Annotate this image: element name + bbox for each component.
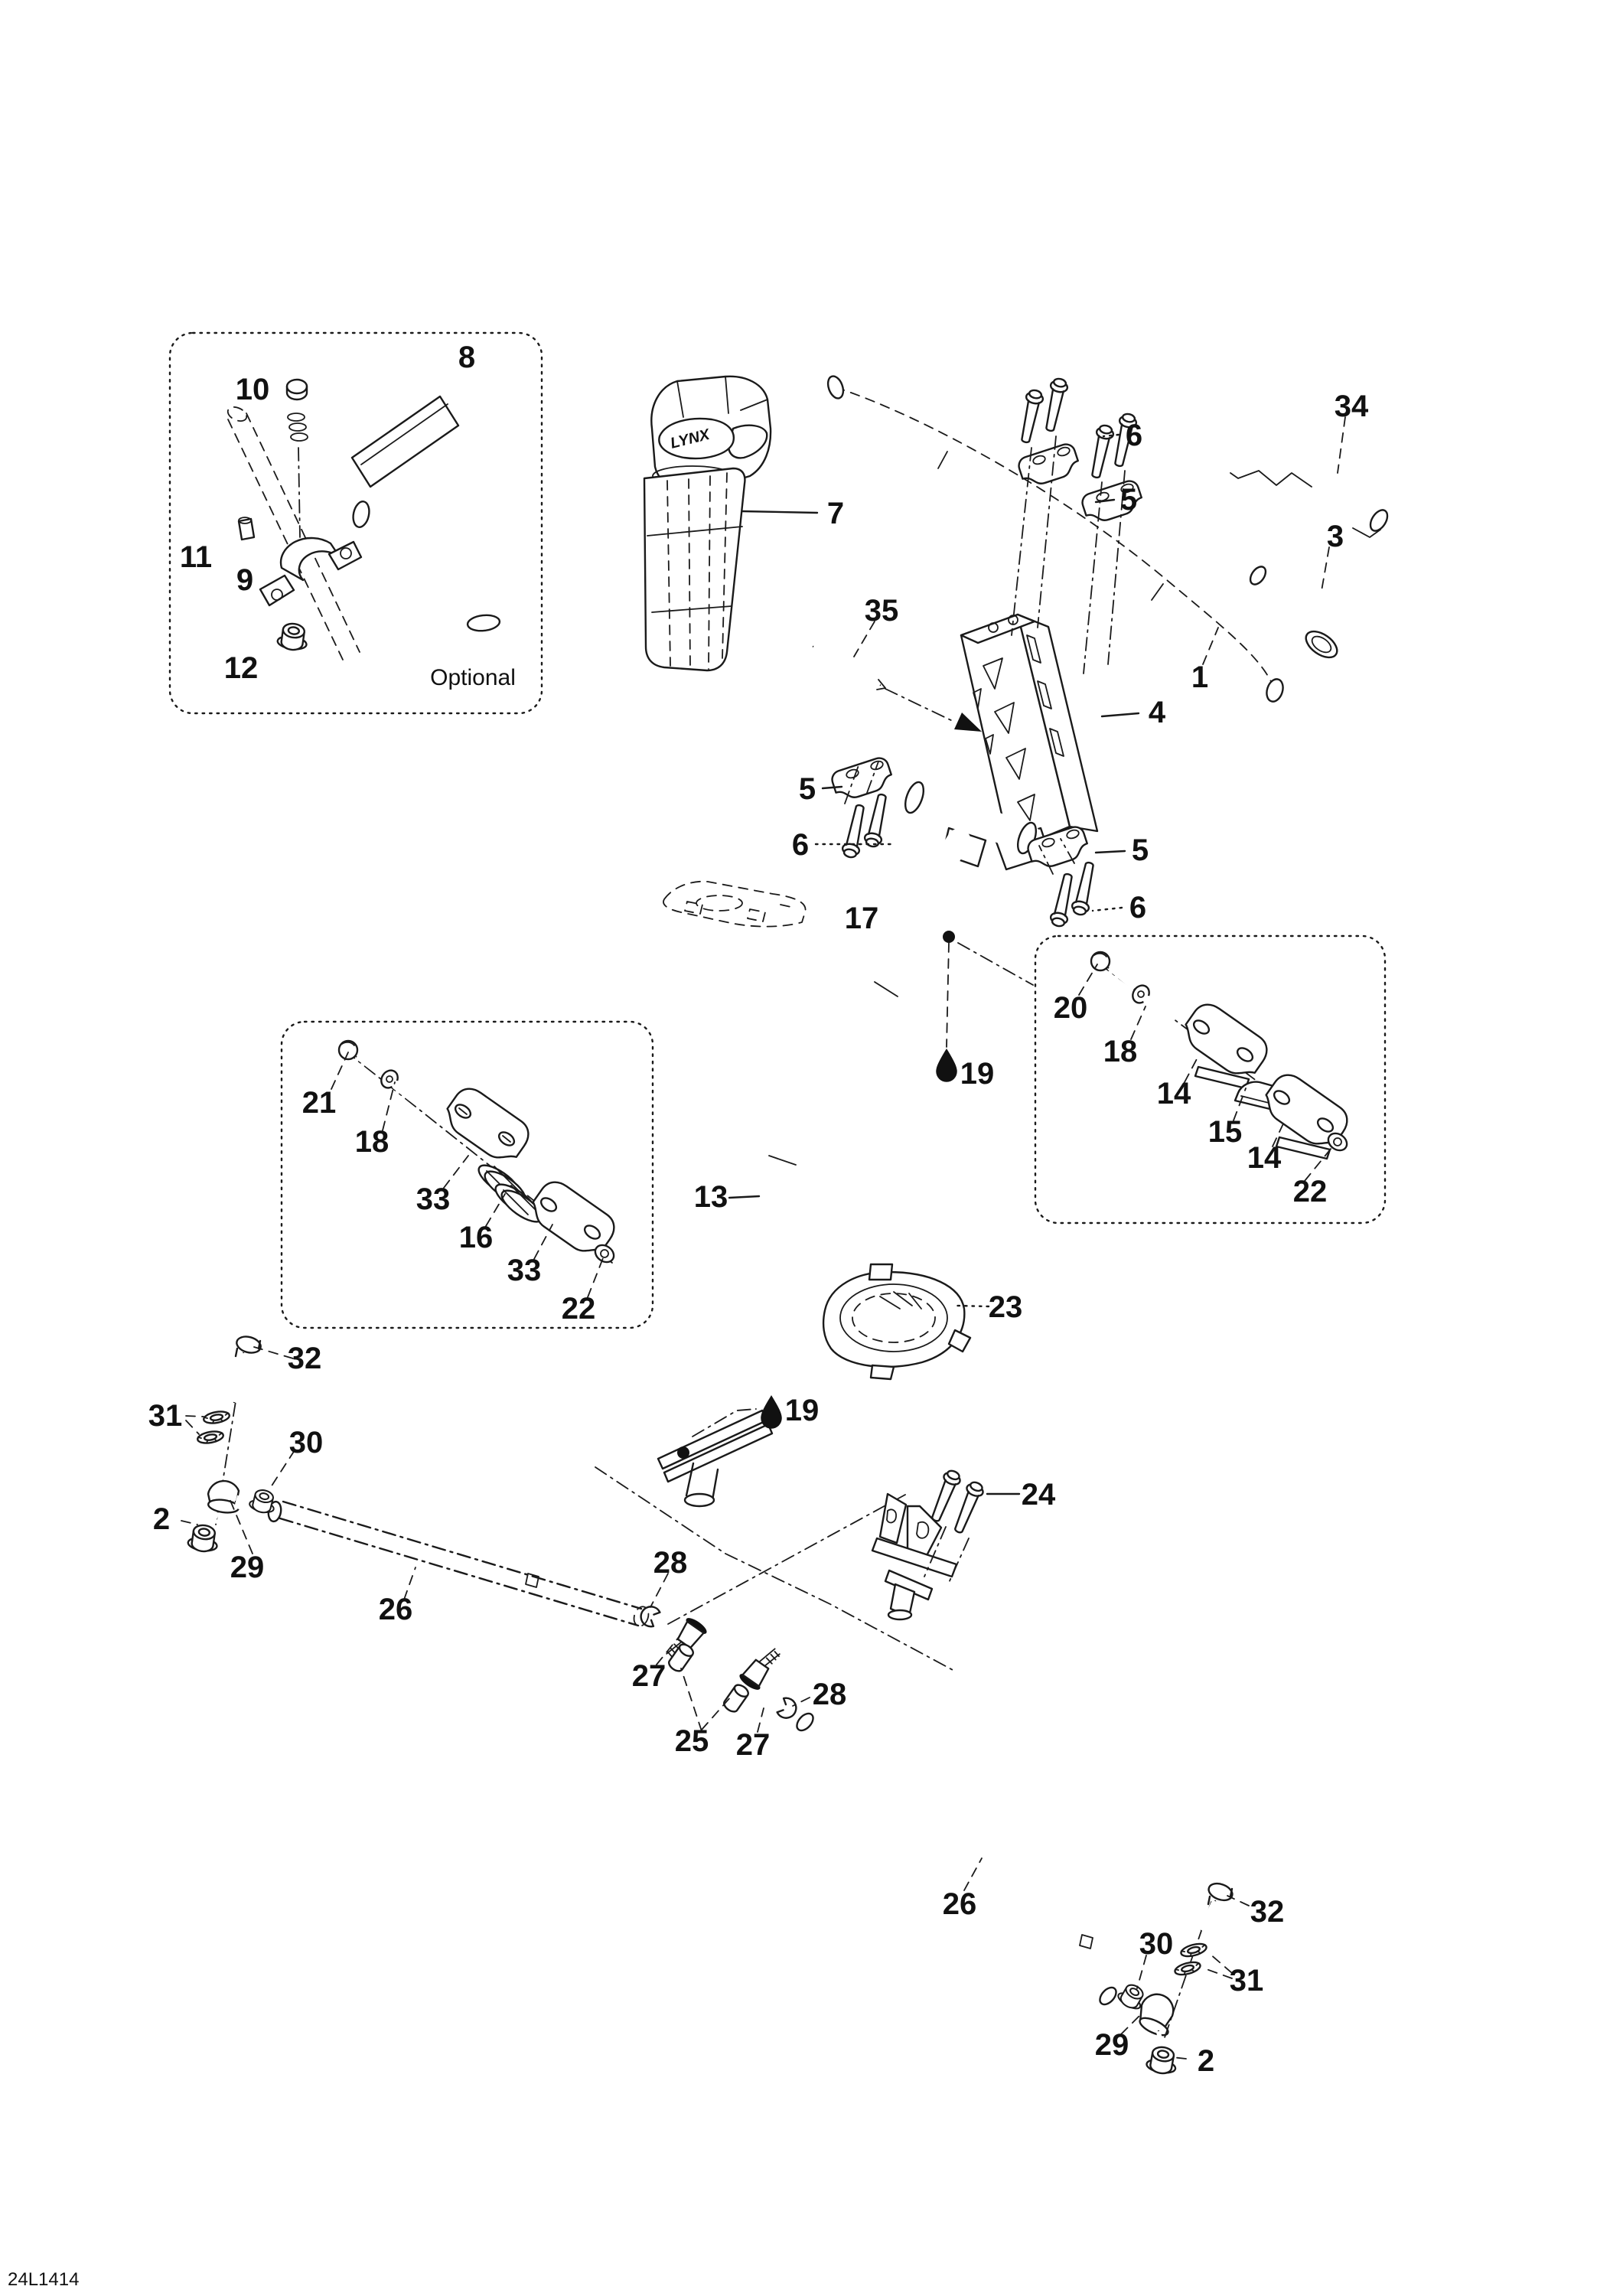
ghost-bracket-drawing bbox=[663, 882, 806, 927]
part-label-29-left: 29 bbox=[230, 1551, 265, 1584]
part-label-25: 25 bbox=[674, 1724, 709, 1758]
part-label-16: 16 bbox=[458, 1221, 494, 1254]
right-tie-rod-drawing bbox=[794, 1711, 1249, 2076]
part-label-32-right: 32 bbox=[1250, 1895, 1285, 1929]
part-label-18-left: 18 bbox=[354, 1125, 389, 1159]
optional-hook-drawing bbox=[351, 393, 500, 632]
part-label-5-top: 5 bbox=[1119, 483, 1138, 517]
grip-heater-element-drawing bbox=[1230, 417, 1391, 537]
part-label-26-upper: 26 bbox=[378, 1593, 413, 1626]
part-label-28-left: 28 bbox=[653, 1546, 688, 1580]
part-label-19-lower: 19 bbox=[784, 1394, 820, 1427]
left-clamp-kit-drawing bbox=[331, 1041, 621, 1297]
part-label-13: 13 bbox=[693, 1180, 728, 1214]
left-kit-box bbox=[282, 1022, 653, 1328]
part-label-5-mid-left: 5 bbox=[798, 772, 816, 806]
part-label-18-right: 18 bbox=[1103, 1035, 1138, 1068]
part-label-9: 9 bbox=[236, 563, 254, 597]
part-label-3: 3 bbox=[1326, 520, 1344, 553]
part-label-33-lower: 33 bbox=[507, 1254, 542, 1287]
part-label-22-right: 22 bbox=[1292, 1175, 1328, 1208]
part-label-29-right: 29 bbox=[1094, 2028, 1129, 2062]
optional-box-label: Optional bbox=[430, 665, 516, 690]
part-label-2-right: 2 bbox=[1197, 2044, 1215, 2078]
part-label-8: 8 bbox=[458, 341, 476, 374]
part-label-22-left: 22 bbox=[561, 1292, 596, 1326]
optional-clamp-hardware-drawing bbox=[226, 380, 361, 660]
part-label-27-right: 27 bbox=[735, 1728, 771, 1762]
part-label-6-mid-left: 6 bbox=[791, 828, 810, 862]
part-label-23: 23 bbox=[988, 1290, 1023, 1324]
part-label-24: 24 bbox=[1021, 1478, 1056, 1512]
part-label-27-left: 27 bbox=[631, 1659, 666, 1693]
part-label-34: 34 bbox=[1334, 390, 1369, 423]
part-label-17: 17 bbox=[844, 902, 879, 935]
part-label-19-upper: 19 bbox=[960, 1057, 995, 1091]
part-label-26-lower: 26 bbox=[942, 1887, 977, 1921]
part-label-11: 11 bbox=[179, 540, 213, 574]
part-label-1: 1 bbox=[1191, 660, 1209, 694]
steering-pad-drawing bbox=[823, 1264, 989, 1379]
part-label-10: 10 bbox=[235, 373, 270, 406]
part-label-7: 7 bbox=[826, 497, 845, 530]
part-label-31-right: 31 bbox=[1229, 1964, 1264, 1998]
fiche-code-watermark: 24L1414 bbox=[8, 2269, 80, 2290]
part-label-15: 15 bbox=[1207, 1115, 1243, 1149]
part-label-20: 20 bbox=[1053, 991, 1088, 1025]
part-label-21: 21 bbox=[301, 1086, 337, 1120]
part-label-2-left: 2 bbox=[152, 1502, 171, 1536]
rod-35-drawing bbox=[813, 621, 982, 732]
part-label-31-left: 31 bbox=[148, 1399, 183, 1433]
part-label-6-mid-right: 6 bbox=[1129, 891, 1147, 925]
steering-column-drawing bbox=[658, 780, 1040, 1506]
part-label-28-right: 28 bbox=[812, 1678, 847, 1711]
grip-drawing bbox=[1247, 547, 1341, 663]
part-label-12: 12 bbox=[223, 651, 259, 685]
gauge-pod-drawing bbox=[644, 377, 771, 670]
part-label-32-left: 32 bbox=[287, 1342, 322, 1375]
part-label-33-upper: 33 bbox=[416, 1182, 451, 1216]
part-label-6-top: 6 bbox=[1125, 419, 1143, 452]
part-label-4: 4 bbox=[1148, 696, 1166, 729]
pod-logo-text: LYNX bbox=[668, 426, 712, 452]
part-label-35: 35 bbox=[864, 594, 899, 628]
part-label-30-right: 30 bbox=[1139, 1927, 1174, 1961]
part-label-5-mid-right: 5 bbox=[1131, 833, 1149, 867]
part-label-14-lower: 14 bbox=[1247, 1141, 1282, 1175]
part-label-30-left: 30 bbox=[288, 1426, 324, 1459]
part-label-14-upper: 14 bbox=[1156, 1077, 1191, 1110]
